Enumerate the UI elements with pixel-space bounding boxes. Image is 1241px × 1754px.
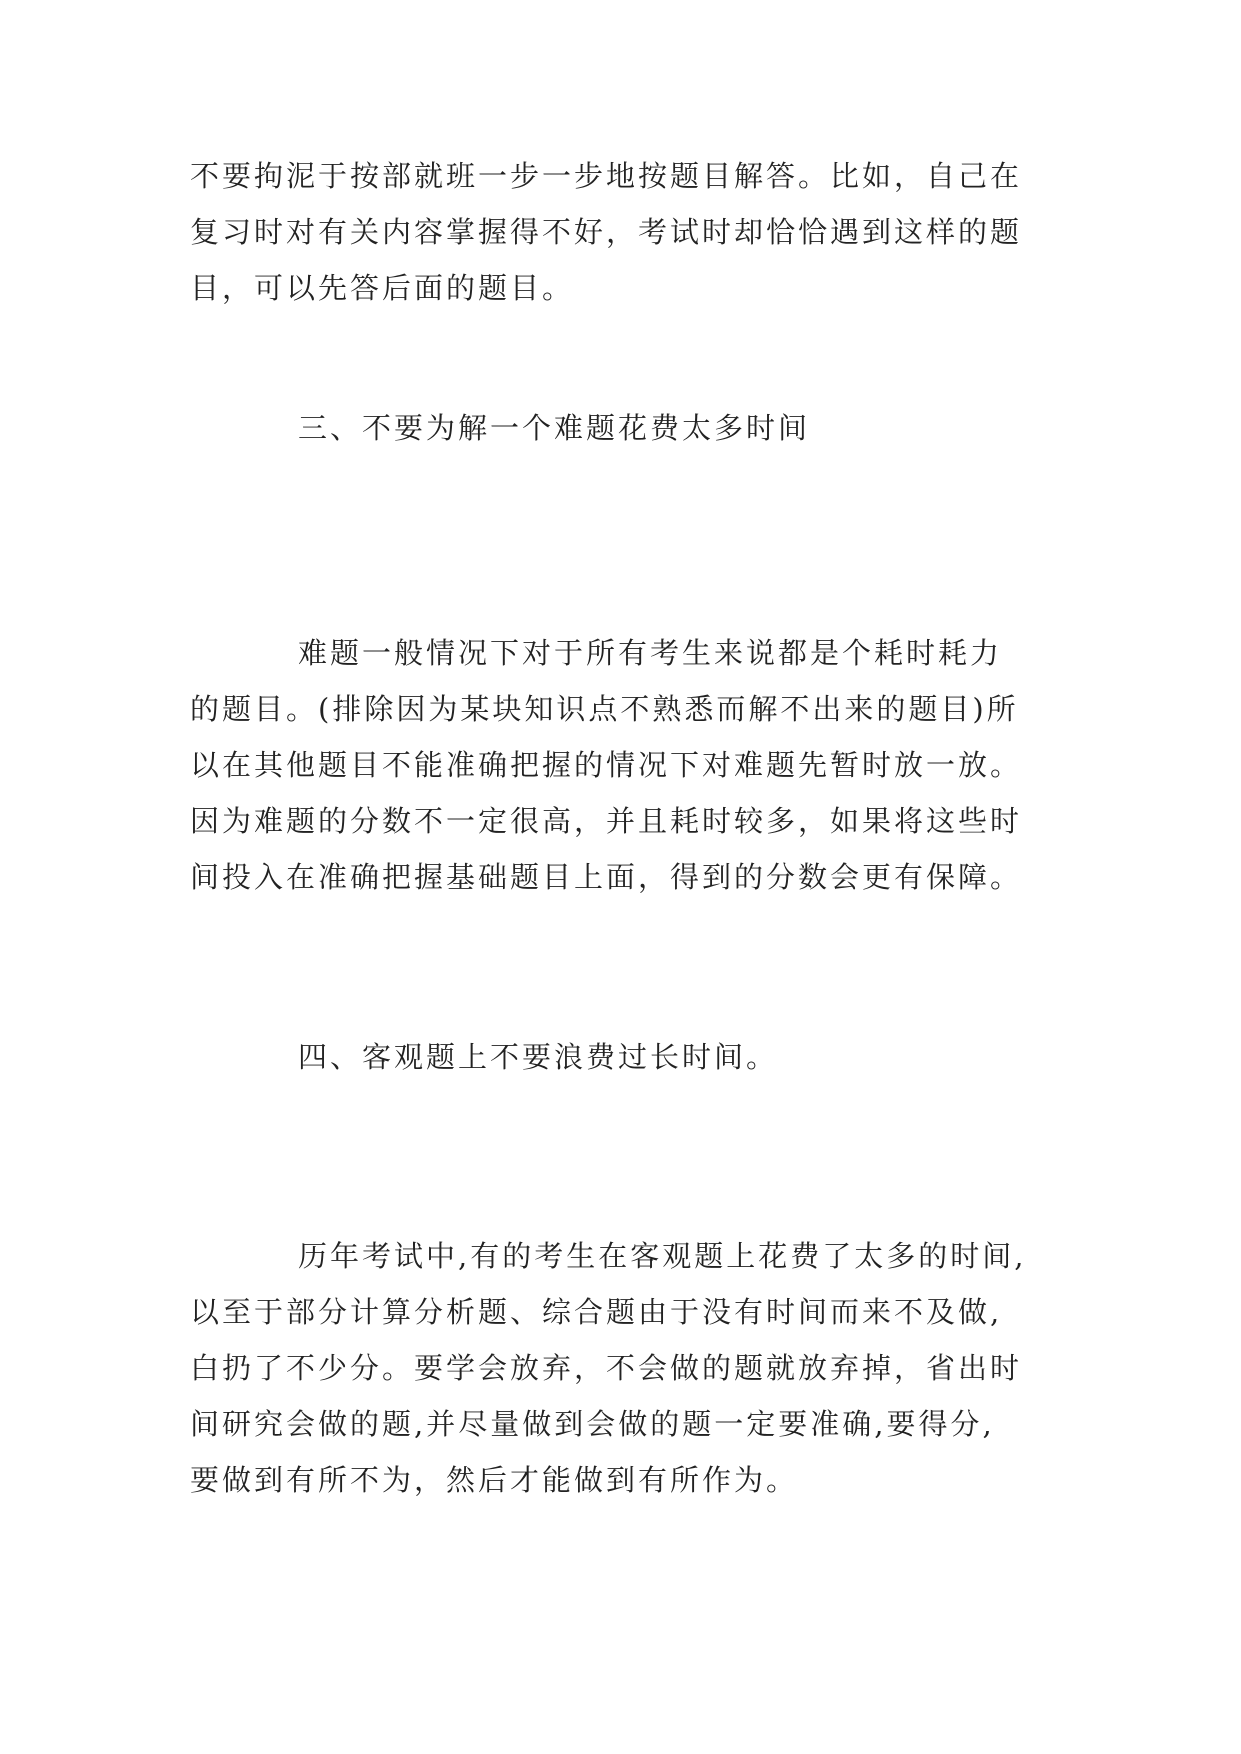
text-line: 因为难题的分数不一定很高，并且耗时较多，如果将这些时 — [190, 804, 1023, 838]
text-line: 难题一般情况下对于所有考生来说都是个耗时耗力 — [298, 636, 1003, 670]
text-line: 复习时对有关内容掌握得不好，考试时却恰恰遇到这样的题 — [190, 215, 1023, 249]
text-line: 间研究会做的题,并尽量做到会做的题一定要准确,要得分, — [190, 1407, 995, 1441]
text-line: 以在其他题目不能准确把握的情况下对难题先暂时放一放。 — [190, 748, 1023, 782]
text-line: 的题目。(排除因为某块知识点不熟悉而解不出来的题目)所 — [190, 692, 1019, 726]
section-heading-3: 三、不要为解一个难题花费太多时间 — [298, 411, 811, 445]
section-heading-4: 四、客观题上不要浪费过长时间。 — [298, 1040, 779, 1074]
text-line: 以至于部分计算分析题、综合题由于没有时间而来不及做, — [190, 1295, 1003, 1329]
text-line: 白扔了不少分。要学会放弃，不会做的题就放弃掉，省出时 — [190, 1351, 1023, 1385]
paragraph-difficult-questions — [190, 625, 1070, 905]
text-line: 历年考试中,有的考生在客观题上花费了太多的时间, — [298, 1239, 1027, 1273]
paragraph-continued — [190, 148, 1070, 316]
text-line: 不要拘泥于按部就班一步一步地按题目解答。比如，自己在 — [190, 159, 1023, 193]
text-line: 间投入在准确把握基础题目上面，得到的分数会更有保障。 — [190, 860, 1023, 894]
text-line: 目，可以先答后面的题目。 — [190, 271, 575, 305]
text-line: 要做到有所不为，然后才能做到有所作为。 — [190, 1463, 799, 1497]
paragraph-objective-questions — [190, 1228, 1070, 1508]
